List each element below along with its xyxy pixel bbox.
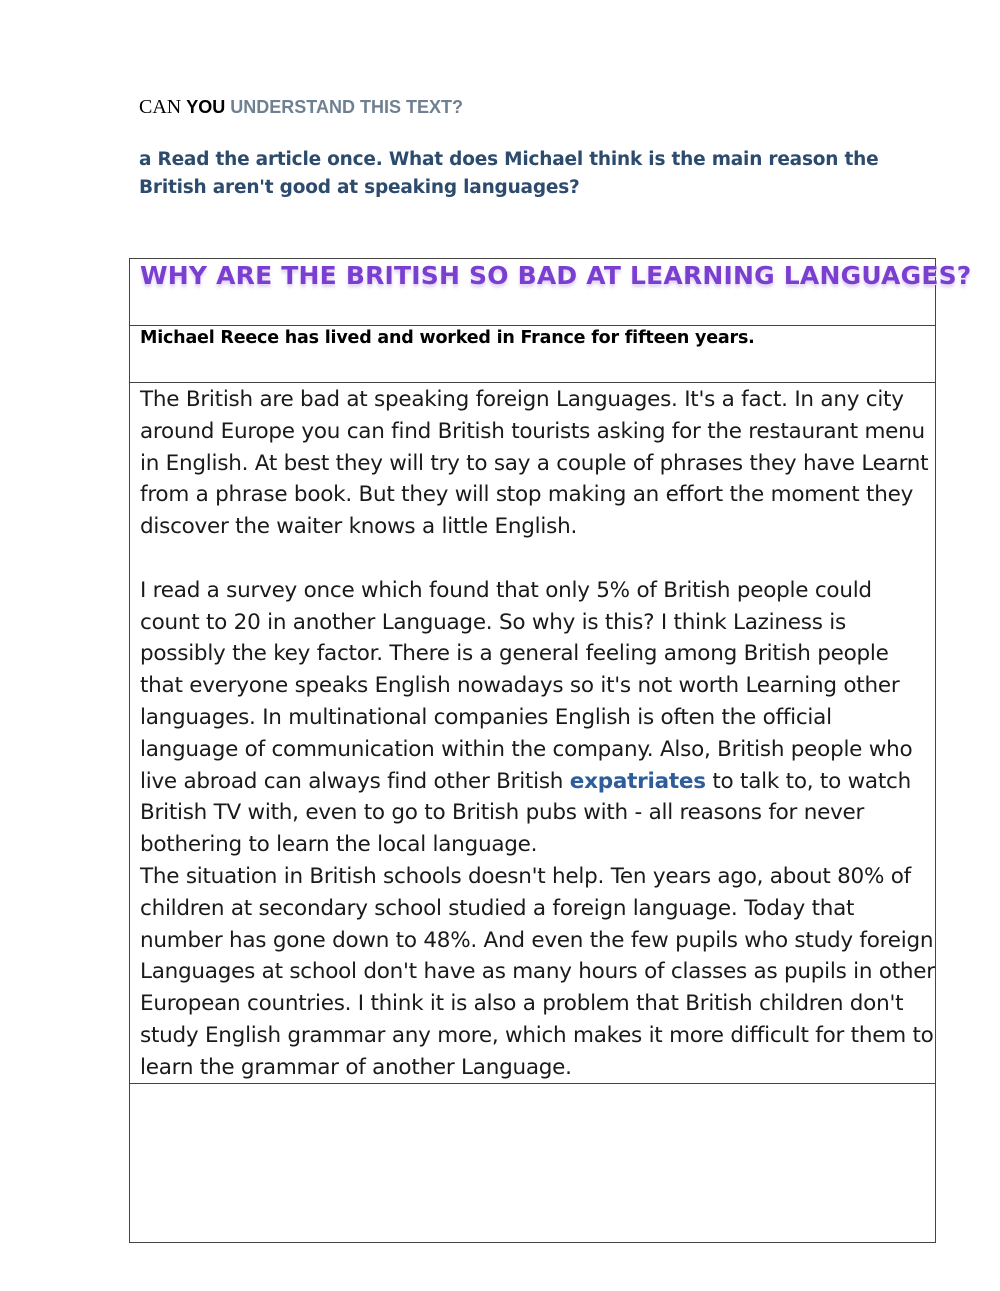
paragraph-1: The British are bad at speaking foreign Languages. It's a fact. In any city around Europe you can find British tourists asking for the restaurant menu in English. At best they will try to say a couple of phrases they have Learnt from a phrase book. But they will stop making an effort the moment they discover the waiter knows a little English. (140, 387, 929, 540)
article-body (140, 384, 935, 1084)
paragraph-2 (140, 575, 935, 861)
keyword-expatriates: expatriates (569, 768, 706, 794)
empty-answer-row (130, 1084, 935, 1242)
row-divider (130, 325, 935, 326)
heading-word-you: YOU (186, 97, 226, 117)
paragraph-3: The situation in British schools doesn't help. Ten years ago, about 80% of children at secondary school studied a foreign language. Today that number has gone down to 48%. And even the few pupils who study foreign Languages at school don't have as many hours of classes as pupils in other European countries. I think it is also a problem that British children don't study English grammar any more, which makes it more difficult for them to learn the grammar of another Language. (140, 863, 935, 1080)
heading-question: UNDERSTAND THIS TEXT? (230, 97, 463, 117)
article-byline: Michael Reece has lived and worked in France for fifteen years. (140, 328, 755, 348)
article-table (129, 258, 972, 1243)
paragraph-2-start: I read a survey once which found that only 5% of British people could count to 20 in another Language. So why is this? I think Laziness is possibly the key factor. There is a general feeling among British people that everyone speaks English nowadays so it's not worth Learning other languages. In multinational companies English is often the official language of communication within the company. Also, British people who live abroad can always find other British (140, 577, 913, 794)
paragraph-2-end: to talk to, to watch British TV with, even to go to British pubs with - all reasons for never bothering to learn the local language. (140, 768, 911, 858)
row-divider (130, 382, 935, 383)
article-title: WHY ARE THE BRITISH SO BAD AT LEARNING LANGUAGES? (140, 261, 972, 290)
task-instruction: a Read the article once. What does Michael think is the main reason the British aren't good at speaking languages? (139, 149, 879, 198)
heading-word-can: CAN (139, 96, 182, 118)
page-heading (139, 96, 463, 119)
paragraph-gap (140, 543, 935, 575)
